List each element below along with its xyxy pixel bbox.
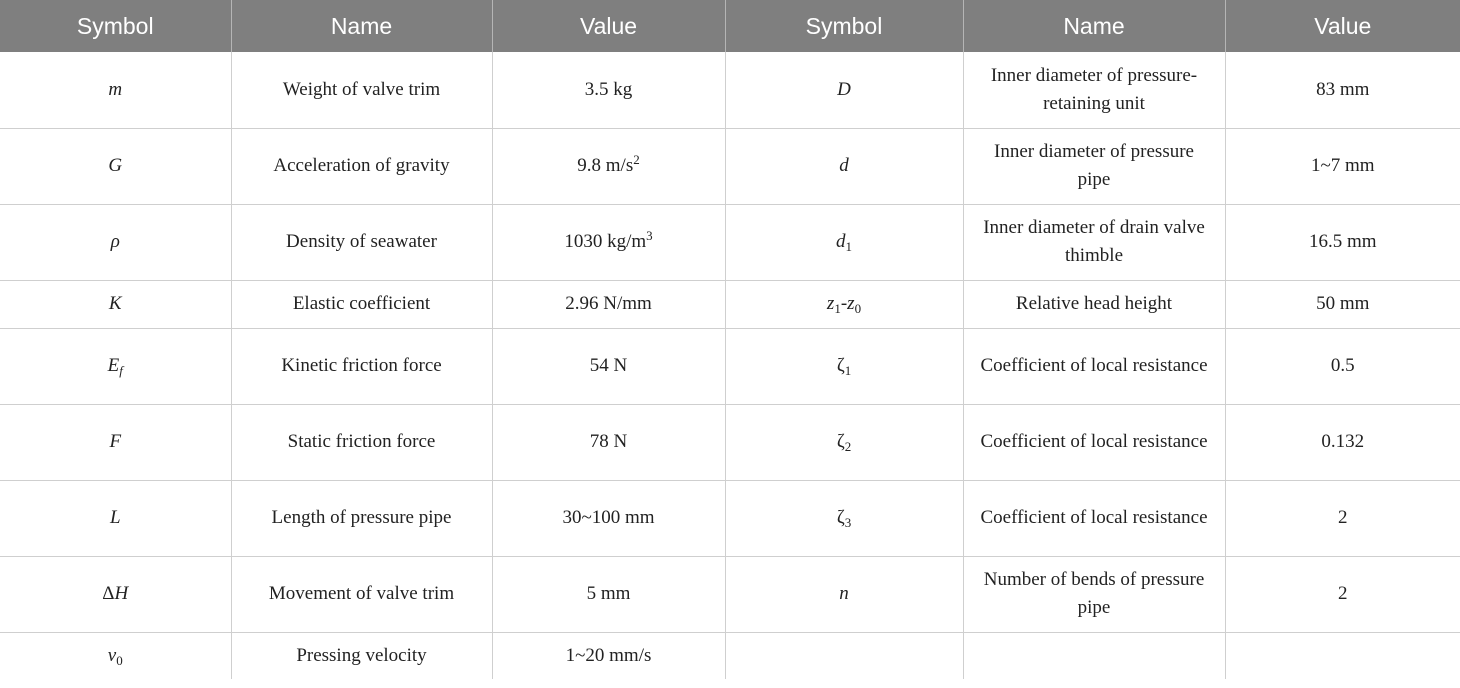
value-cell: 5 mm	[492, 556, 725, 632]
name-cell: Density of seawater	[231, 204, 492, 280]
name-cell: Coefficient of local resistance	[963, 480, 1225, 556]
symbol-cell: $\zeta_2$	[725, 404, 963, 480]
symbol-cell: G	[0, 128, 231, 204]
symbol-cell: L	[0, 480, 231, 556]
symbol-cell: n	[725, 556, 963, 632]
header-value: Value	[1225, 0, 1460, 52]
symbol-cell: m	[0, 52, 231, 128]
value-cell: 16.5 mm	[1225, 204, 1460, 280]
symbol-cell: ΔH	[0, 556, 231, 632]
value-cell: 83 mm	[1225, 52, 1460, 128]
value-cell: 0.132	[1225, 404, 1460, 480]
value-cell: 1~20 mm/s	[492, 632, 725, 679]
header-name: Name	[231, 0, 492, 52]
table-row	[0, 328, 1460, 404]
value-cell: 78 N	[492, 404, 725, 480]
value-cell: 54 N	[492, 328, 725, 404]
value-cell: 1030 $kg/m^3$	[492, 204, 725, 280]
symbol-cell: F	[0, 404, 231, 480]
table-row	[0, 280, 1460, 328]
value-cell: 30~100 mm	[492, 480, 725, 556]
symbol-cell: $E_f$	[0, 328, 231, 404]
symbol-cell: $d_1$	[725, 204, 963, 280]
header-row	[0, 0, 1460, 52]
header-name: Name	[963, 0, 1225, 52]
name-cell: Coefficient of local resistance	[963, 404, 1225, 480]
value-cell: 1~7 mm	[1225, 128, 1460, 204]
table-row	[0, 480, 1460, 556]
name-cell: Inner diameter of pressure pipe	[963, 128, 1225, 204]
name-cell: Relative head height	[963, 280, 1225, 328]
name-cell: Coefficient of local resistance	[963, 328, 1225, 404]
name-cell: Number of bends of pressure pipe	[963, 556, 1225, 632]
value-cell: 50 mm	[1225, 280, 1460, 328]
symbol-cell: $v_0$	[107, 644, 123, 668]
symbol-cell: ρ	[0, 204, 231, 280]
symbol-cell: d	[725, 128, 963, 204]
symbol-cell: D	[725, 52, 963, 128]
name-cell: Acceleration of gravity	[231, 128, 492, 204]
table-row	[0, 128, 1460, 204]
name-cell: Static friction force	[231, 404, 492, 480]
name-cell: Kinetic friction force	[231, 328, 492, 404]
symbol-cell: $\zeta_1$	[725, 328, 963, 404]
name-cell: Weight of valve trim	[231, 52, 492, 128]
name-cell: Length of pressure pipe	[231, 480, 492, 556]
name-cell: Movement of valve trim	[231, 556, 492, 632]
header-symbol: Symbol	[0, 0, 231, 52]
value-cell: 2.96 N/mm	[492, 280, 725, 328]
header-value: Value	[492, 0, 725, 52]
value-cell	[1225, 632, 1460, 679]
table-row	[0, 404, 1460, 480]
table-row	[0, 632, 1460, 679]
value-cell: 0.5	[1225, 328, 1460, 404]
name-cell: Pressing velocity	[231, 632, 492, 679]
table-row	[0, 204, 1460, 280]
name-cell: Elastic coefficient	[231, 280, 492, 328]
header-symbol: Symbol	[725, 0, 963, 52]
value-cell: 2	[1225, 480, 1460, 556]
symbol-cell: K	[0, 280, 231, 328]
symbol-cell: $z_1-z_0$	[725, 280, 963, 328]
value-cell: 2	[1225, 556, 1460, 632]
table-row	[0, 52, 1460, 128]
table-row	[0, 556, 1460, 632]
symbol-cell	[725, 632, 963, 679]
symbol-cell: $\zeta_3$	[725, 480, 963, 556]
value-cell: 9.8 $m/s^2$	[492, 128, 725, 204]
value-cell: 3.5 kg	[492, 52, 725, 128]
name-cell: Inner diameter of pressure-retaining unit	[963, 52, 1225, 128]
name-cell: Inner diameter of drain valve thimble	[963, 204, 1225, 280]
name-cell	[963, 632, 1225, 679]
